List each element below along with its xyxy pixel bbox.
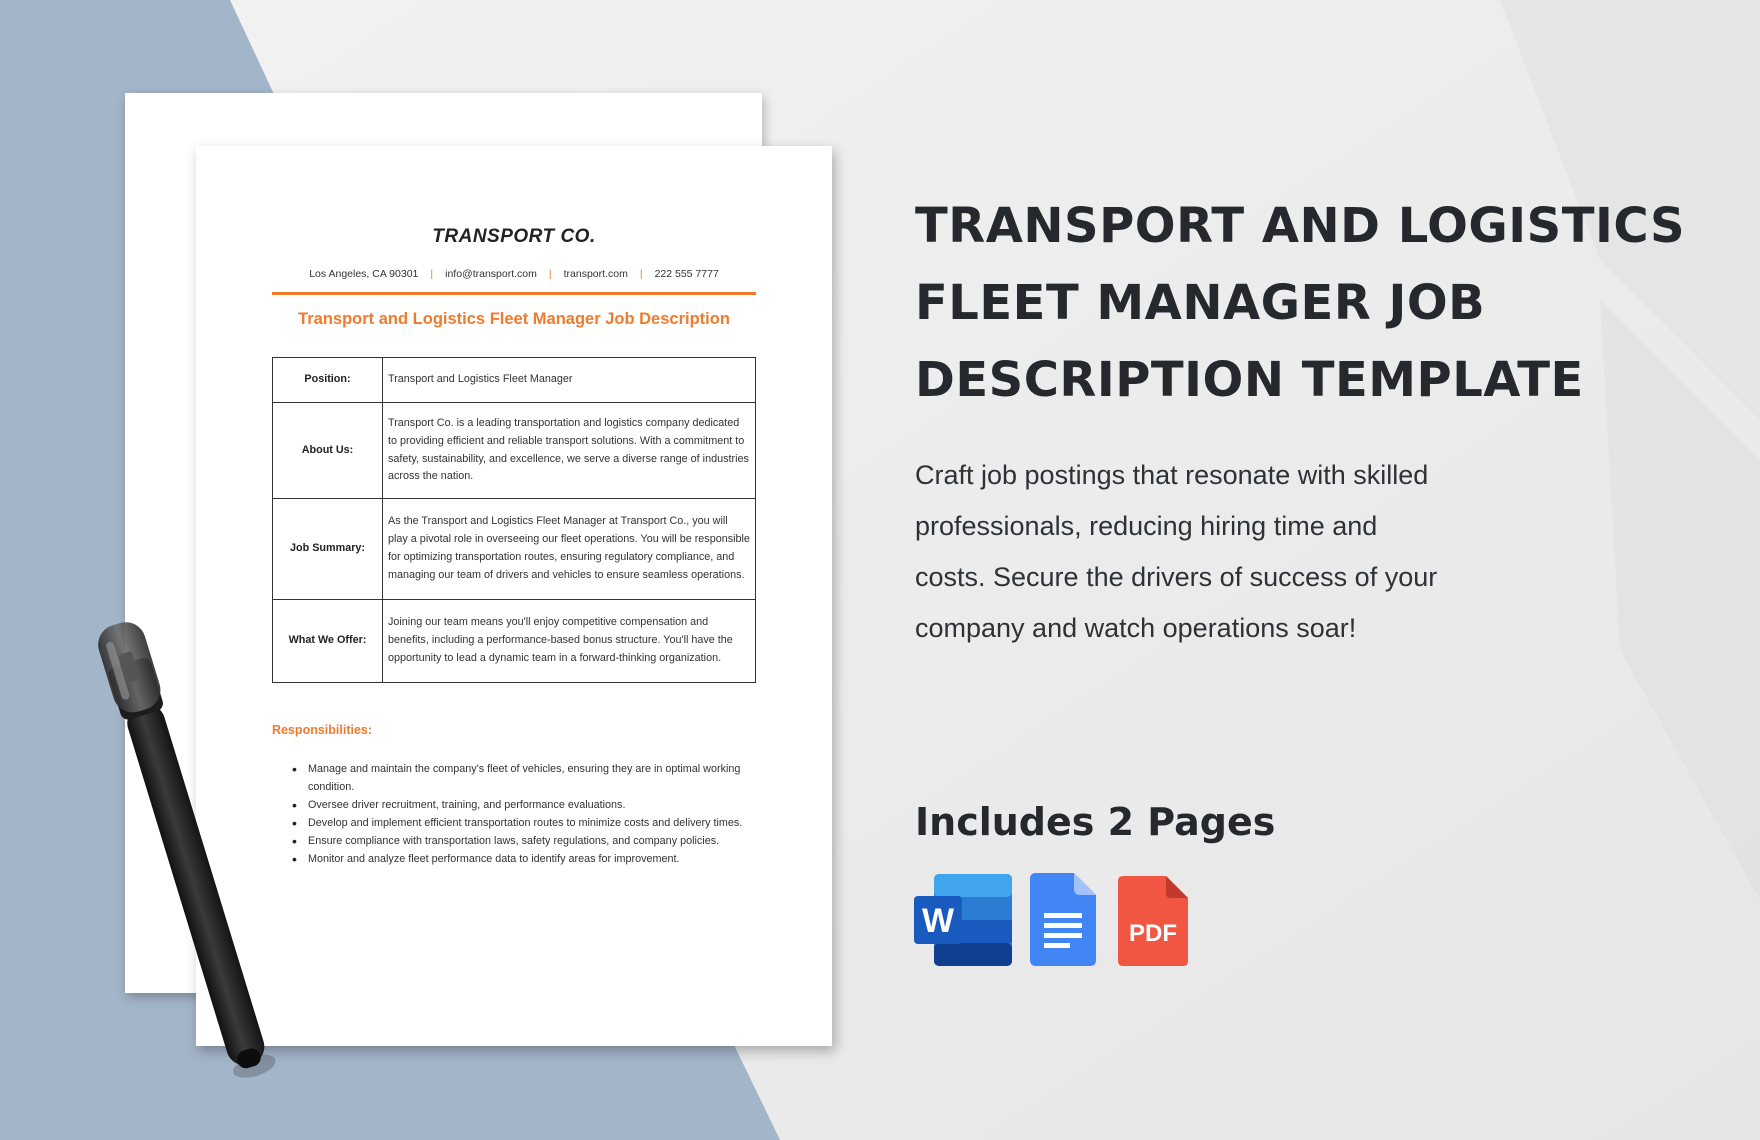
row-value: Transport Co. is a leading transportation and logistics company dedicated to providing efficient and reliable transport solutions. With a commitment to safety, sustainability, and excellence, we serve a diverse range of industries across the nation. xyxy=(383,403,756,499)
pdf-icon xyxy=(1118,876,1188,966)
company-name: TRANSPORT CO. xyxy=(432,226,596,247)
row-label: Position: xyxy=(273,358,383,403)
contact-address: Los Angeles, CA 90301 xyxy=(309,268,419,280)
row-label: What We Offer: xyxy=(273,600,383,683)
contact-phone: 222 555 7777 xyxy=(654,268,719,280)
description xyxy=(915,450,1515,654)
row-label: About Us: xyxy=(273,403,383,499)
pdf-label: PDF xyxy=(1129,920,1177,947)
table-row xyxy=(273,358,756,403)
headline-line: TRANSPORT AND LOGISTICS xyxy=(915,198,1686,254)
pages-label: Includes 2 Pages xyxy=(915,800,1276,844)
headline-line: FLEET MANAGER JOB xyxy=(915,275,1486,331)
row-value: Transport and Logistics Fleet Manager xyxy=(383,358,756,403)
list-item: • Manage and maintain the company's fleet of vehicles, ensuring they are in optimal working condition. xyxy=(292,760,752,796)
document-title: Transport and Logistics Fleet Manager Job Description xyxy=(298,310,730,328)
contact-line xyxy=(196,268,832,280)
headline xyxy=(915,188,1695,419)
row-value: As the Transport and Logistics Fleet Manager at Transport Co., you will play a pivotal role in overseeing our fleet operations. You will be responsible for optimizing transportation routes, ensuring regulatory compliance, and managing our team of drivers and vehicles to ensure seamless operations. xyxy=(383,499,756,600)
responsibilities-list xyxy=(292,760,752,868)
row-label: Job Summary: xyxy=(273,499,383,600)
table-row xyxy=(273,403,756,499)
row-value: Joining our team means you'll enjoy competitive compensation and benefits, including a performance-based bonus structure. You'll have the opportunity to lead a dynamic team in a forward-thinking organization. xyxy=(383,600,756,683)
list-item: • Ensure compliance with transportation laws, safety regulations, and company policies. xyxy=(292,832,752,850)
contact-website: transport.com xyxy=(563,268,628,280)
word-icon xyxy=(914,874,1012,966)
description-line: company and watch operations soar! xyxy=(915,613,1357,643)
header-divider xyxy=(272,292,756,295)
list-item: • Oversee driver recruitment, training, and performance evaluations. xyxy=(292,796,752,814)
table-row xyxy=(273,499,756,600)
document-page xyxy=(196,146,832,1046)
google-docs-icon xyxy=(1030,873,1096,966)
contact-separator: | xyxy=(548,268,552,280)
contact-email: info@transport.com xyxy=(445,268,537,280)
list-item: • Develop and implement efficient transportation routes to minimize costs and delivery times. xyxy=(292,814,752,832)
table-row xyxy=(273,600,756,683)
description-line: professionals, reducing hiring time and xyxy=(915,511,1378,541)
contact-separator: | xyxy=(639,268,643,280)
job-info-table xyxy=(272,357,756,683)
description-line: Craft job postings that resonate with skilled xyxy=(915,460,1429,490)
headline-line: DESCRIPTION TEMPLATE xyxy=(915,352,1584,408)
contact-separator: | xyxy=(430,268,434,280)
word-letter: W xyxy=(921,902,955,940)
description-line: costs. Secure the drivers of success of your xyxy=(915,562,1438,592)
responsibilities-heading: Responsibilities: xyxy=(272,723,373,737)
list-item: • Monitor and analyze fleet performance data to identify areas for improvement. xyxy=(292,850,752,868)
